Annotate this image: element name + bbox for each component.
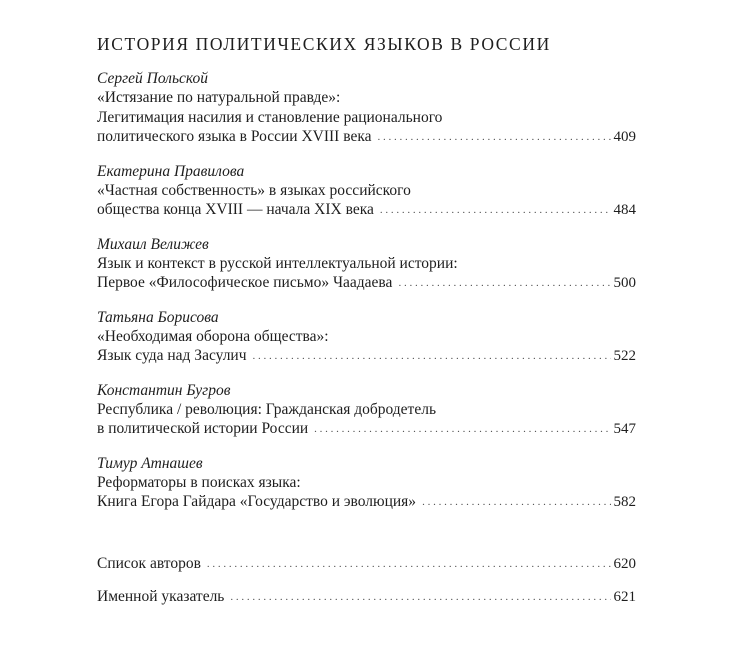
page-number: 484 xyxy=(613,202,636,218)
toc-entry xyxy=(97,381,636,439)
entry-title-line: Первое «Философическое письмо» Чаадаева xyxy=(97,274,393,291)
dot-leader xyxy=(398,274,610,294)
backmatter-label: Список авторов xyxy=(97,554,201,572)
entry-title-line: Язык суда над Засулич xyxy=(97,347,247,364)
toc-entry xyxy=(97,308,636,366)
entry-author: Михаил Велижев xyxy=(97,235,209,253)
entry-author: Сергей Польской xyxy=(97,70,209,87)
section-title: ИСТОРИЯ ПОЛИТИЧЕСКИХ ЯЗЫКОВ В РОССИИ xyxy=(97,34,551,54)
page-number: 582 xyxy=(613,494,636,510)
dot-leader xyxy=(253,347,611,367)
toc-entry xyxy=(97,162,636,220)
page-number: 547 xyxy=(613,421,636,437)
page-number: 522 xyxy=(613,348,636,364)
entry-title-line: Реформаторы в поисках языка: xyxy=(97,473,301,491)
entry-title-line: «Истязание по натуральной правде»: xyxy=(97,89,341,106)
entry-author: Тимур Атнашев xyxy=(97,454,203,472)
entry-title-line: Книга Егора Гайдара «Государство и эволюция» xyxy=(97,493,417,510)
entry-author: Константин Бугров xyxy=(97,381,231,399)
dot-leader xyxy=(380,201,611,221)
entry-title-line: «Частная собственность» в языках российского xyxy=(97,181,411,199)
entry-title-line: Республика / революция: Гражданская добродетель xyxy=(97,400,437,418)
page-number: 409 xyxy=(613,129,636,145)
entry-title-last-line[interactable] xyxy=(97,419,636,439)
entry-author: Екатерина Правилова xyxy=(97,162,245,180)
entry-title-line: общества конца XVIII — начала XIX века xyxy=(97,201,374,218)
backmatter-label: Именной указатель xyxy=(97,588,225,605)
page-number: 620 xyxy=(613,555,636,572)
entry-author: Татьяна Борисова xyxy=(97,308,219,326)
page-number: 500 xyxy=(613,275,636,291)
entry-title-line: политического языка в России XVIII века xyxy=(97,128,372,145)
dot-leader xyxy=(207,555,611,575)
toc-entry xyxy=(97,69,636,147)
toc-entry xyxy=(97,235,636,293)
table-of-contents xyxy=(97,33,636,615)
backmatter xyxy=(97,554,636,607)
entry-title-line: в политической истории России xyxy=(97,420,309,437)
entry-title-last-line[interactable] xyxy=(97,127,636,147)
toc-entry xyxy=(97,454,636,512)
entry-title-line: Язык и контекст в русской интеллектуальной истории: xyxy=(97,254,458,272)
backmatter-authors-list[interactable] xyxy=(97,554,636,574)
dot-leader xyxy=(314,420,610,440)
backmatter-name-index[interactable] xyxy=(97,587,636,607)
entry-title-last-line[interactable] xyxy=(97,492,636,512)
dot-leader xyxy=(230,588,610,608)
dot-leader xyxy=(378,128,611,148)
page-number: 621 xyxy=(613,589,636,605)
entry-title-last-line[interactable] xyxy=(97,273,636,293)
entry-title-line: «Необходимая оборона общества»: xyxy=(97,327,329,345)
dot-leader xyxy=(422,493,610,513)
entry-title-line: Легитимация насилия и становление рационального xyxy=(97,108,443,126)
entry-title-last-line[interactable] xyxy=(97,200,636,220)
entry-title-last-line[interactable] xyxy=(97,346,636,366)
